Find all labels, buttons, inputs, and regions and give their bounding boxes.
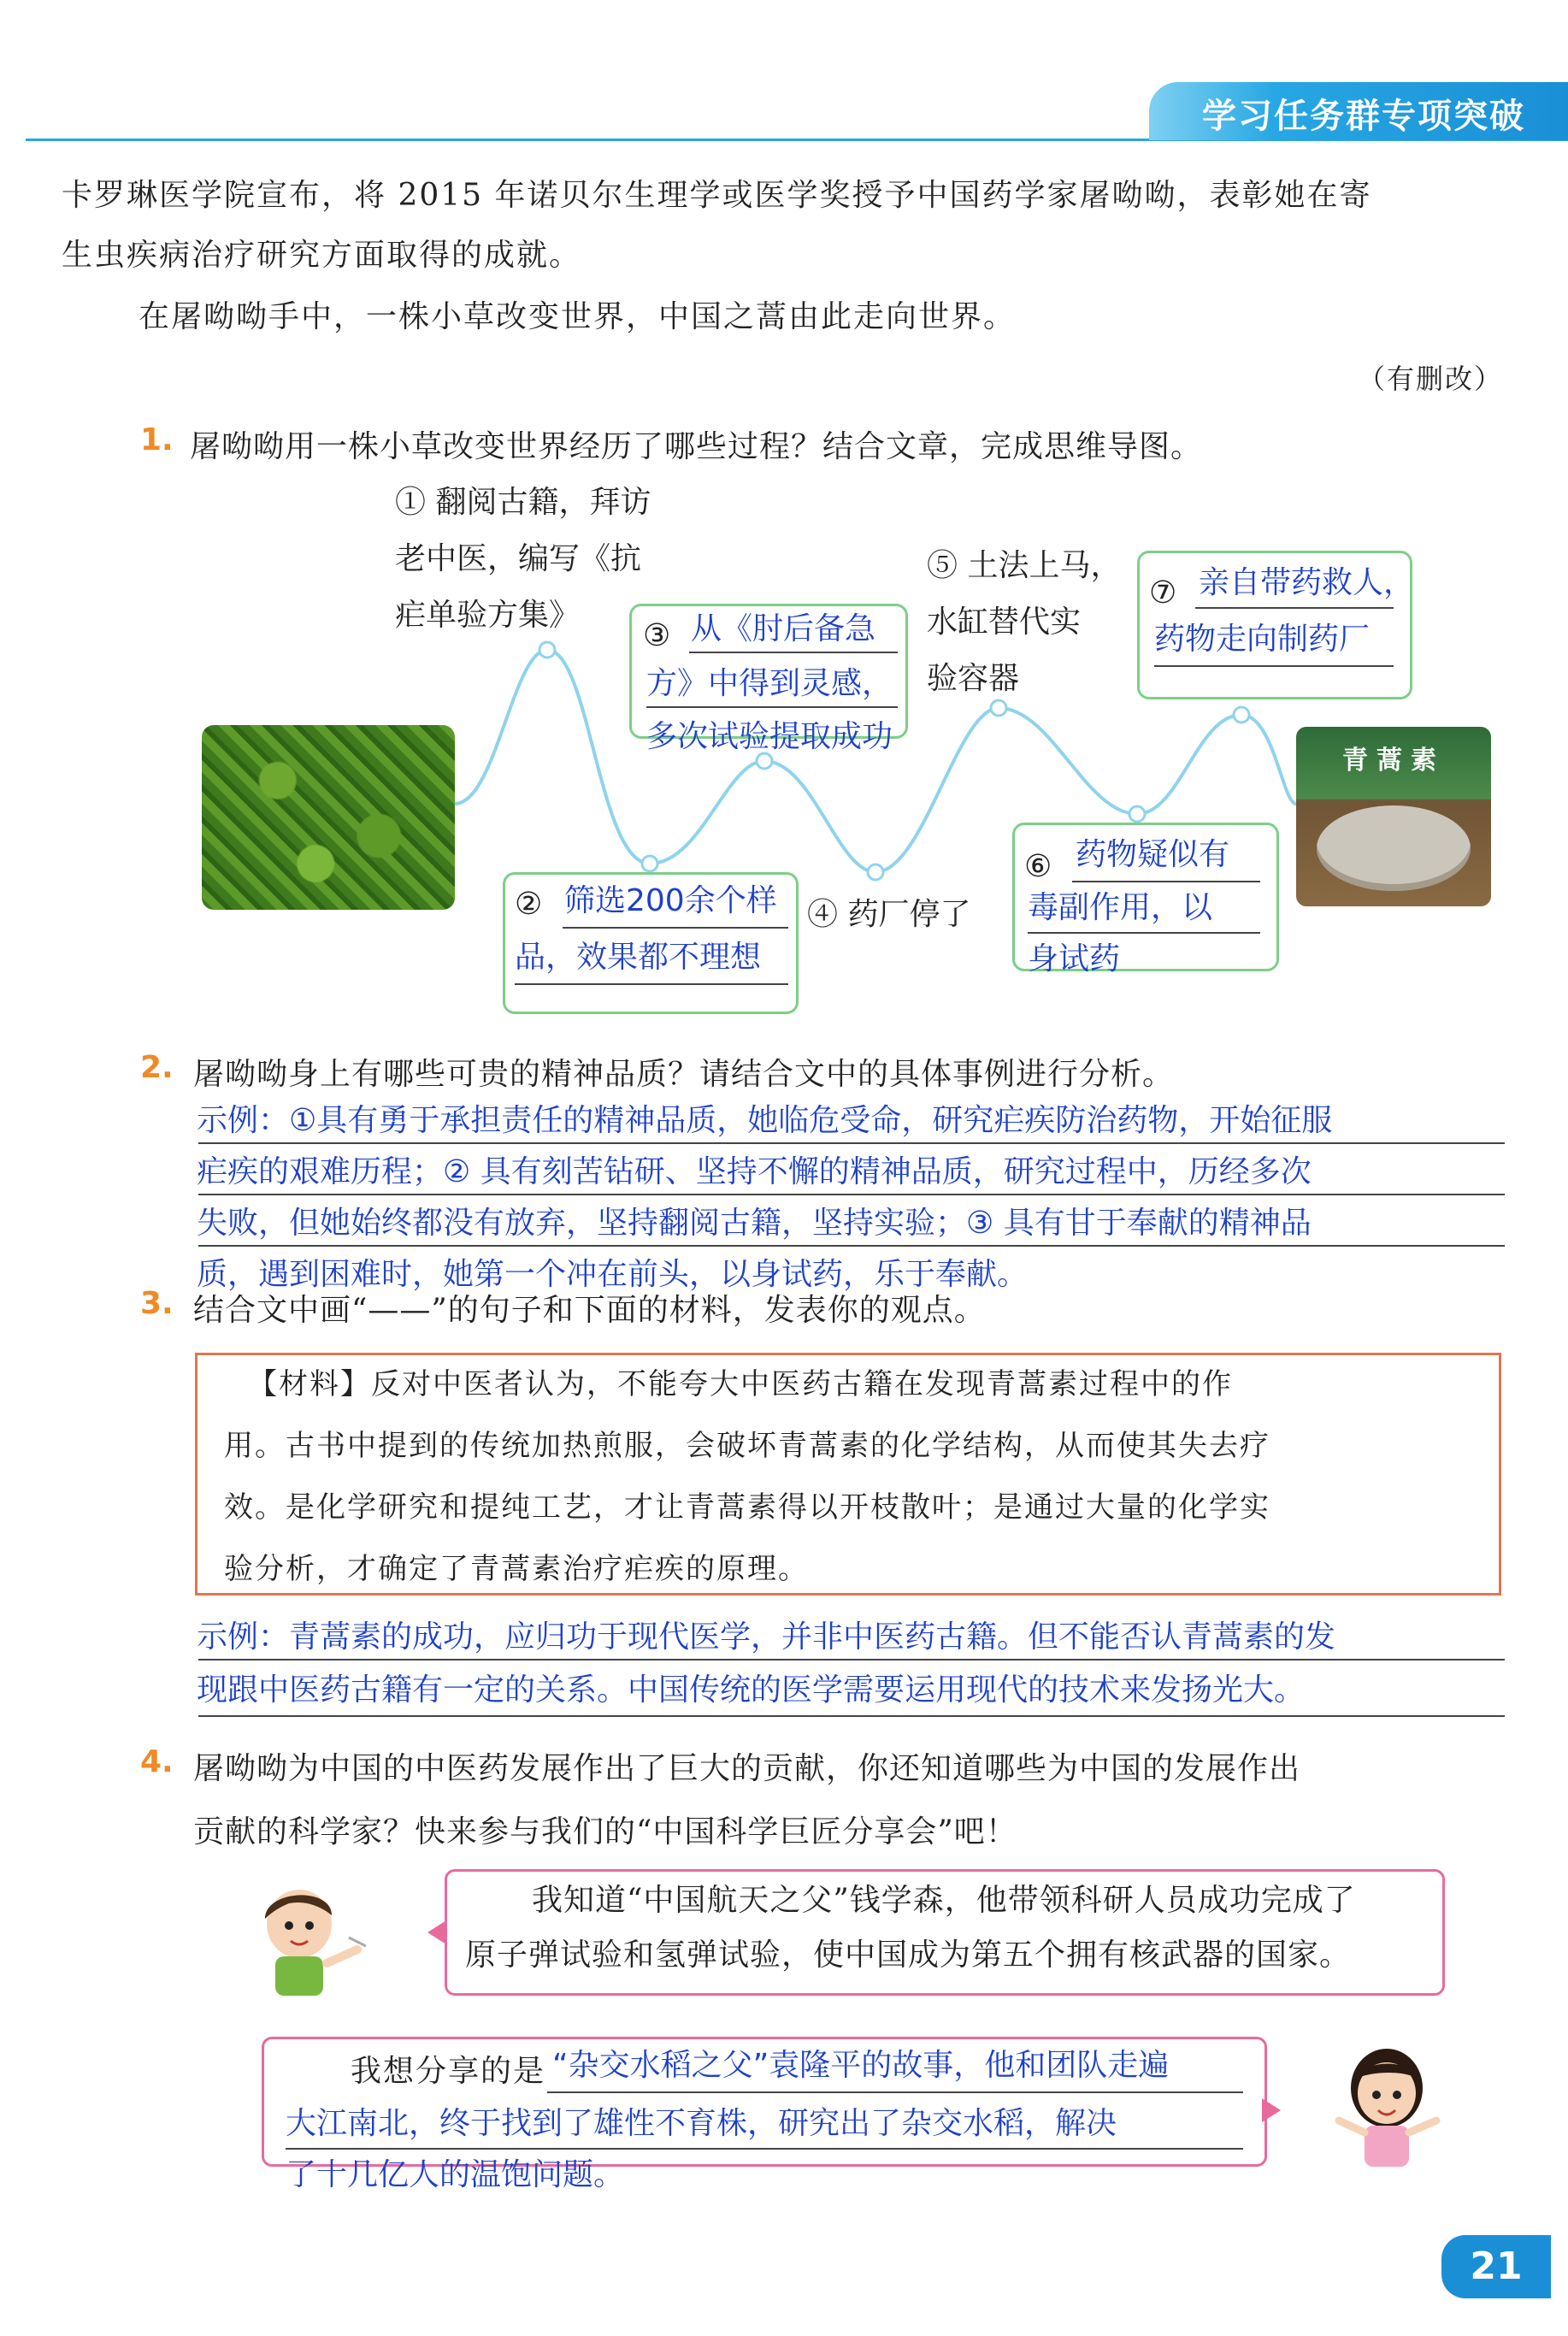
node-2-answer-line-1: 筛选200余个样 — [564, 883, 777, 918]
q4-text-line-1: 屠呦呦为中国的中医药发展作出了巨大的贡献，你还知道哪些为中国的发展作出 — [193, 1751, 1301, 1786]
node-6-answer-line-3: 身试药 — [1028, 941, 1121, 976]
node-7-answer-line-2: 药物走向制药厂 — [1154, 622, 1371, 657]
q2-rule-2 — [198, 1194, 1505, 1195]
passage-line-2: 生虫疾病治疗研究方面取得的成就。 — [62, 238, 582, 273]
node-4-label: ④ 药厂停了 — [807, 897, 971, 932]
node-5-line-3: 验容器 — [927, 661, 1020, 696]
q3-answer-line-2: 现跟中医药古籍有一定的关系。中国传统的医学需要运用现代的技术来发扬光大。 — [197, 1672, 1306, 1708]
node-7-underline-2 — [1154, 665, 1394, 667]
herb-label: 青蒿素 — [1342, 746, 1445, 776]
node-6-answer-line-1: 药物疑似有 — [1076, 837, 1230, 872]
node-dot-7 — [1234, 707, 1249, 723]
q3-rule-2 — [198, 1715, 1505, 1717]
boy-bubble-line-1: 我知道“中国航天之父”钱学森，他带领科研人员成功完成了 — [532, 1883, 1356, 1918]
q2-answer-line-4: 质，遇到困难时，她第一个冲在前头，以身试药，乐于奉献。 — [197, 1257, 1029, 1292]
q2-rule-3 — [198, 1245, 1505, 1247]
q1-text: 屠呦呦用一株小草改变世界经历了哪些过程？结合文章，完成思维导图。 — [190, 429, 1203, 464]
girl-illustration — [1323, 2037, 1452, 2170]
q3-text: 结合文中画“——”的句子和下面的材料，发表你的观点。 — [193, 1293, 986, 1328]
q2-answer-line-2: 疟疾的艰难历程；② 具有刻苦钻研、坚持不懈的精神品质，研究过程中，历经多次 — [197, 1154, 1312, 1189]
girl-bubble-underline-1 — [547, 2091, 1243, 2093]
material-line-2: 用。古书中提到的传统加热煎服，会破坏青蒿素的化学结构，从而使其失去疗 — [224, 1429, 1270, 1463]
node-7-answer-line-1: 亲自带药救人， — [1199, 565, 1415, 600]
girl-bubble-tail — [1262, 2098, 1281, 2122]
boy-avatar — [246, 1878, 380, 2001]
node-3-underline-2 — [646, 706, 898, 708]
passage-line-1: 卡罗琳医学院宣布，将 2015 年诺贝尔生理学或医学奖授予中国药学家屠呦呦，表彰她在寄 — [62, 178, 1372, 213]
page-number: 21 — [1441, 2235, 1551, 2298]
node-6-underline-2 — [1028, 932, 1260, 934]
node-dot-2 — [642, 856, 657, 871]
q2-text: 屠呦呦身上有哪些可贵的精神品质？请结合文中的具体事例进行分析。 — [193, 1057, 1175, 1092]
node-1-line-1: ① 翻阅古籍，拜访 — [395, 485, 651, 520]
passage-line-3: 在屠呦呦手中，一株小草改变世界，中国之蒿由此走向世界。 — [139, 299, 1017, 334]
node-2-underline-1 — [563, 927, 788, 929]
node-3-underline-1 — [689, 652, 898, 653]
material-line-4: 验分析，才确定了青蒿素治疗疟疾的原理。 — [224, 1552, 809, 1586]
node-2-answer-line-2: 品，效果都不理想 — [515, 940, 762, 975]
node-7-marker: ⑦ — [1149, 575, 1177, 611]
node-6-marker: ⑥ — [1024, 849, 1052, 884]
girl-bubble-underline-2 — [286, 2148, 1243, 2150]
boy-bubble-tail — [427, 1920, 446, 1944]
node-6-answer-line-2: 毒副作用，以 — [1028, 890, 1213, 925]
passage-note: （有删改） — [1357, 363, 1503, 395]
girl-bubble-answer-line-1: “杂交水稻之父”袁隆平的故事，他和团队走遍 — [552, 2048, 1170, 2083]
material-line-3: 效。是化学研究和提纯工艺，才让青蒿素得以开枝散叶；是通过大量的化学实 — [224, 1490, 1270, 1525]
boy-bubble-line-2: 原子弹试验和氢弹试验，使中国成为第五个拥有核武器的国家。 — [465, 1938, 1352, 1973]
node-dot-1 — [539, 642, 555, 658]
node-6-underline-1 — [1072, 881, 1260, 882]
q3-rule-1 — [198, 1659, 1505, 1661]
q3-answer-line-1: 示例：青蒿素的成功，应归功于现代医学，并非中医药古籍。但不能否认青蒿素的发 — [197, 1619, 1336, 1655]
q2-answer-line-3: 失败，但她始终都没有放弃，坚持翻阅古籍，坚持实验；③ 具有甘于奉献的精神品 — [197, 1206, 1312, 1241]
q1-number: 1. — [140, 422, 174, 457]
node-3-marker: ③ — [643, 618, 671, 653]
q4-text-line-2: 贡献的科学家？快来参与我们的“中国科学巨匠分享会”吧！ — [193, 1814, 1017, 1849]
q4-number: 4. — [140, 1744, 174, 1779]
q2-number: 2. — [140, 1050, 174, 1085]
node-dot-6 — [1129, 806, 1145, 822]
header-banner-title: 学习任务群专项突破 — [1202, 97, 1525, 136]
node-dot-4 — [868, 864, 883, 880]
node-5-line-1: ⑤ 土法上马， — [927, 548, 1122, 583]
node-7-underline-1 — [1195, 607, 1394, 609]
node-1-line-2: 老中医，编写《抗 — [395, 541, 642, 576]
q2-answer-line-1: 示例：①具有勇于承担责任的精神品质，她临危受命，研究疟疾防治药物，开始征服 — [197, 1103, 1333, 1138]
node-3-answer-line-2: 方》中得到灵感， — [646, 666, 893, 701]
material-line-1: 【材料】反对中医者认为，不能夸大中医药古籍在发现青蒿素过程中的作 — [248, 1367, 1233, 1401]
boy-illustration — [246, 1878, 380, 2001]
q3-number: 3. — [140, 1286, 174, 1321]
girl-bubble-answer-line-3: 了十几亿人的温饱问题。 — [286, 2157, 625, 2192]
girl-bubble-prefix: 我想分享的是 — [351, 2054, 546, 2089]
node-2-marker: ② — [515, 887, 543, 922]
node-2-underline-2 — [515, 983, 788, 985]
node-3-answer-line-1: 从《肘后备急 — [691, 611, 876, 646]
node-3-answer-line-3: 多次试验提取成功 — [646, 719, 893, 754]
girl-bubble-answer-line-2: 大江南北，终于找到了雄性不育株，研究出了杂交水稻，解决 — [286, 2106, 1117, 2141]
girl-avatar — [1323, 2037, 1452, 2170]
node-1-line-3: 疟单验方集》 — [395, 598, 581, 633]
node-5-line-2: 水缸替代实 — [927, 605, 1082, 640]
q2-rule-1 — [198, 1142, 1505, 1144]
